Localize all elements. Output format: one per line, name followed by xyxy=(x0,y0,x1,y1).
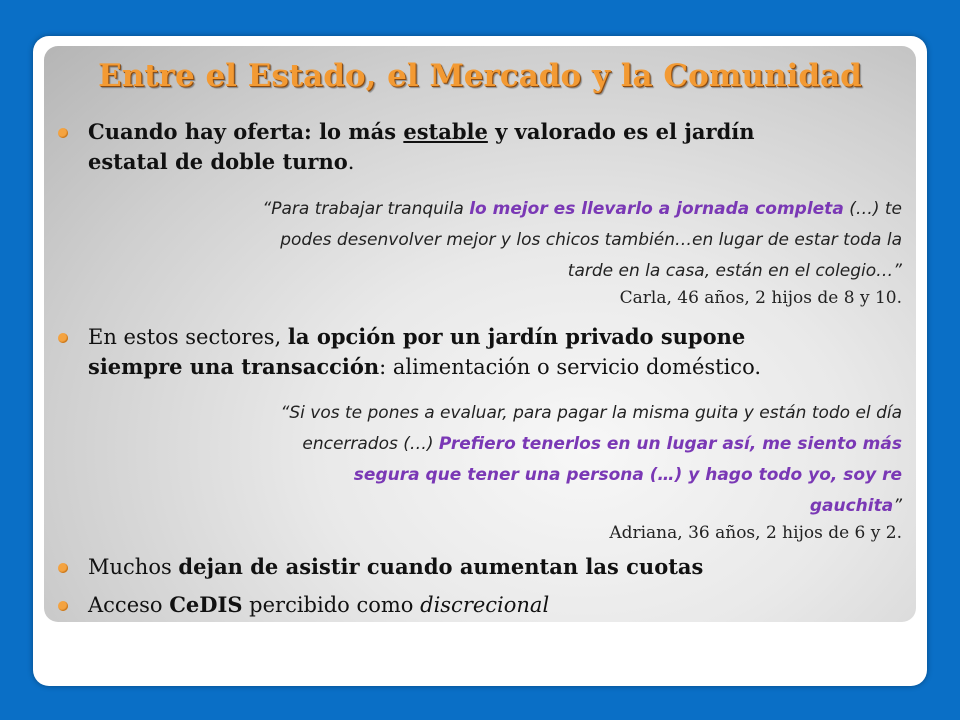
bullet-text: estatal de doble turno xyxy=(88,149,348,174)
bullet-text: la opción por un jardín privado supone xyxy=(287,324,746,349)
bullet-text: CeDIS xyxy=(169,592,243,617)
quote-block-2 xyxy=(62,398,902,522)
bullet-dot-icon xyxy=(58,601,68,611)
quote-line: “Para trabajar tranquila lo mejor es llevarlo a jornada completa (…) te xyxy=(262,199,902,219)
quote-line: segura que tener una persona (…) y hago todo yo, soy re xyxy=(353,465,902,485)
quote-line: “Si vos te pones a evaluar, para pagar la misma guita y están todo el día xyxy=(280,403,902,423)
quote-line: tarde en la casa, están en el colegio…” xyxy=(567,261,902,281)
bullet-text: discrecional xyxy=(420,593,550,617)
bullet-underlined-text: estable xyxy=(403,119,488,144)
quote-line: gauchita” xyxy=(809,496,902,516)
bullet-text: Cuando hay oferta: lo más xyxy=(88,119,404,144)
quote-block-1 xyxy=(62,194,902,287)
quote-attribution-1: Carla, 46 años, 2 hijos de 8 y 10. xyxy=(619,288,902,308)
quote-line: encerrados (…) Prefiero tenerlos en un lugar así, me siento más xyxy=(302,434,902,454)
bullet-text: Acceso xyxy=(88,593,170,617)
bullet-text: siempre una transacción xyxy=(88,354,380,379)
bullet-text: Muchos xyxy=(88,555,179,579)
bullet-text: percibido como xyxy=(242,593,421,617)
bullet-dot-icon xyxy=(58,128,68,138)
bullet-dot-icon xyxy=(58,563,68,573)
bullet-dot-icon xyxy=(58,333,68,343)
quote-attribution-2: Adriana, 36 años, 2 hijos de 6 y 2. xyxy=(609,523,902,543)
bullet-text: : alimentación o servicio doméstico. xyxy=(379,355,762,379)
bullet-text: dejan de asistir cuando aumentan las cuotas xyxy=(178,554,704,579)
bullet-text: y valorado es el jardín xyxy=(487,119,755,144)
quote-line: podes desenvolver mejor y los chicos también…en lugar de estar toda la xyxy=(280,230,902,250)
bullet-text: . xyxy=(347,150,355,174)
bullet-text: En estos sectores, xyxy=(88,325,288,349)
slide-title: Entre el Estado, el Mercado y la Comunidad xyxy=(98,58,862,94)
